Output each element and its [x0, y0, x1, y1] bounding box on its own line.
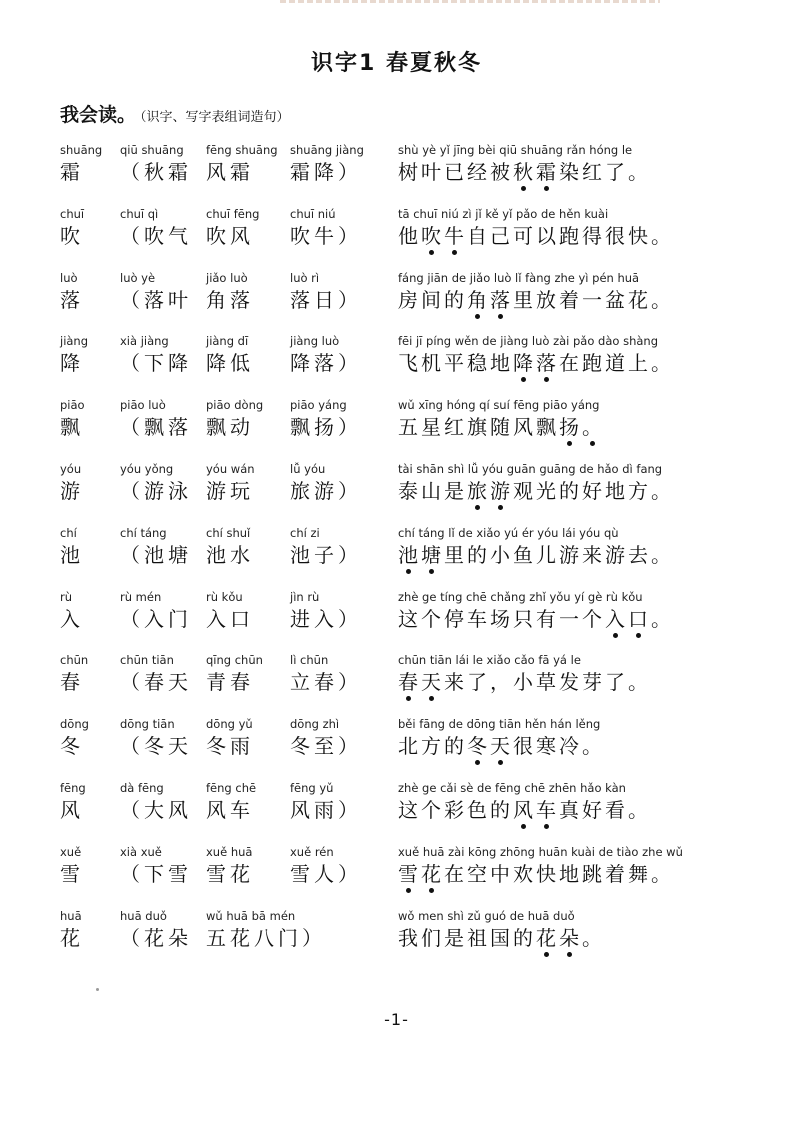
example-sentence [398, 461, 674, 504]
target-character-hanzi: 吹 [60, 223, 84, 248]
emphasis-dot [429, 569, 434, 574]
sentence-hanzi: 五星红旗随风飘扬。 [398, 415, 605, 440]
section-heading [60, 100, 290, 127]
word-2 [206, 908, 326, 951]
page-title: 识字1 春夏秋冬 [311, 51, 482, 76]
word-2-hanzi: 雪花 [206, 861, 254, 886]
word-2-pinyin: wǔ huā bā mén [206, 908, 296, 923]
example-sentence [398, 908, 605, 951]
section-heading-text: 我会读。 [60, 104, 137, 126]
word-2-hanzi: 青春 [206, 670, 254, 695]
sentence-pinyin: fáng jiān de jiǎo luò lǐ fàng zhe yì pén huā [398, 270, 640, 285]
target-character [60, 780, 86, 823]
sentence-cell [398, 589, 674, 632]
target-character [60, 652, 88, 695]
word-3-pinyin: chí zi [290, 525, 320, 540]
word-3-pinyin: lì chūn [290, 653, 329, 668]
word-3 [290, 652, 362, 695]
sentence-hanzi: 这个彩色的风车真好看。 [398, 797, 651, 822]
sentence-hanzi: 春天来了，小草发芽了。 [398, 670, 651, 695]
emphasis-dot [544, 952, 549, 957]
word-1-pinyin: yóu yǒng [120, 461, 174, 476]
example-sentence [398, 652, 651, 695]
word-2-hanzi: 风霜 [206, 160, 254, 184]
sentence-cell [398, 397, 605, 440]
word-3-hanzi: 风雨） [290, 797, 362, 822]
sentence-cell [398, 844, 683, 887]
word-1-hanzi: （大风 [120, 797, 192, 822]
emphasis-dot [521, 186, 526, 191]
word-2-hanzi: 入口 [206, 606, 254, 631]
sentence-cell [398, 716, 605, 759]
word-1-pinyin: piāo luò [120, 398, 166, 413]
sentence-hanzi: 飞机平稳地降落在跑道上。 [398, 351, 674, 376]
scan-speck [96, 988, 99, 991]
word-1-hanzi: （下雪 [120, 861, 192, 886]
example-sentence [398, 844, 683, 887]
vocab-row [0, 780, 793, 844]
sentence-pinyin: chūn tiān lái le xiǎo cǎo fā yá le [398, 653, 581, 668]
target-character-hanzi: 风 [60, 797, 84, 822]
word-3 [290, 333, 362, 376]
target-character-hanzi: 雪 [60, 861, 84, 886]
word-3-hanzi: 冬至） [290, 734, 362, 759]
target-character [60, 908, 84, 951]
emphasis-dot [498, 505, 503, 510]
emphasis-dot [475, 314, 480, 319]
word-3 [290, 461, 362, 504]
word-2-pinyin: yóu wán [206, 461, 255, 476]
emphasis-dot [544, 824, 549, 829]
word-3-hanzi: 雪人） [290, 861, 362, 886]
word-3-pinyin: dōng zhì [290, 717, 340, 732]
target-character [60, 142, 102, 185]
sentence-cell [398, 908, 605, 951]
word-1 [120, 908, 192, 951]
word-2 [206, 206, 259, 249]
target-character-pinyin: piāo [60, 398, 85, 413]
example-sentence [398, 525, 674, 568]
word-2-hanzi: 风车 [206, 797, 254, 822]
word-3-pinyin: shuāng jiàng [290, 143, 364, 157]
word-1-pinyin: qiū shuāng [120, 143, 184, 157]
sentence-pinyin: chí táng lǐ de xiǎo yú ér yóu lái yóu qù [398, 525, 619, 540]
emphasis-dot [544, 377, 549, 382]
word-1 [120, 716, 192, 759]
emphasis-dot [406, 696, 411, 701]
sentence-pinyin: běi fāng de dōng tiān hěn hán lěng [398, 717, 601, 732]
sentence-cell [398, 206, 674, 249]
sentence-cell [398, 270, 674, 313]
sentence-cell [398, 333, 674, 376]
word-3 [290, 270, 362, 313]
target-character-pinyin: chí [60, 525, 77, 540]
word-1-pinyin: chūn tiān [120, 653, 174, 668]
target-character [60, 206, 84, 249]
word-1 [120, 333, 192, 376]
emphasis-dot [544, 186, 549, 191]
target-character [60, 525, 84, 568]
vocab-row [0, 908, 793, 972]
word-2-pinyin: jiàng dī [206, 334, 249, 349]
word-1 [120, 206, 192, 249]
emphasis-dot [429, 888, 434, 893]
example-sentence [398, 589, 674, 632]
vocab-row [0, 589, 793, 653]
target-character-hanzi: 花 [60, 925, 84, 950]
sentence-pinyin: fēi jī píng wěn de jiàng luò zài pǎo dào shàng [398, 334, 658, 349]
sentence-hanzi: 我们是祖国的花朵。 [398, 925, 605, 950]
word-1 [120, 589, 192, 632]
vocab-row [0, 525, 793, 589]
word-1-pinyin: dà fēng [120, 780, 164, 795]
target-character-hanzi: 霜 [60, 160, 84, 184]
example-sentence [398, 716, 605, 759]
word-2-pinyin: fēng shuāng [206, 143, 278, 157]
sentence-pinyin: xuě huā zài kōng zhōng huān kuài de tiào zhe wǔ [398, 844, 683, 859]
vocab-row [0, 461, 793, 525]
emphasis-dot [567, 952, 572, 957]
target-character-hanzi: 池 [60, 542, 84, 567]
vocab-row [0, 844, 793, 908]
sentence-hanzi: 雪花在空中欢快地跳着舞。 [398, 861, 674, 886]
emphasis-dot [613, 633, 618, 638]
word-1-hanzi: （落叶 [120, 287, 192, 312]
sentence-cell [398, 142, 651, 185]
sentence-hanzi: 他吹牛自己可以跑得很快。 [398, 223, 674, 248]
vocab-row [0, 333, 793, 397]
emphasis-dot [429, 250, 434, 255]
vocab-row [0, 142, 793, 206]
target-character [60, 333, 88, 376]
word-2-pinyin: chuī fēng [206, 206, 260, 221]
section-subtitle: （识字、写字表组词造句） [140, 110, 290, 125]
word-2 [206, 270, 254, 313]
word-1 [120, 652, 192, 695]
word-1-pinyin: huā duǒ [120, 908, 167, 923]
word-2-pinyin: qīng chūn [206, 653, 263, 668]
word-1 [120, 780, 192, 823]
sentence-hanzi: 房间的角落里放着一盆花。 [398, 287, 674, 312]
emphasis-dot [521, 824, 526, 829]
target-character-hanzi: 游 [60, 478, 84, 503]
emphasis-dot [406, 888, 411, 893]
page-number: -1- [384, 1010, 409, 1029]
word-3-pinyin: chuī niú [290, 206, 336, 221]
word-3-pinyin: jìn rù [290, 589, 320, 604]
emphasis-dot [567, 441, 572, 446]
word-1 [120, 397, 192, 440]
word-2 [206, 716, 254, 759]
word-1-pinyin: xià xuě [120, 844, 162, 859]
example-sentence [398, 270, 674, 313]
sentence-pinyin: wǒ men shì zǔ guó de huā duǒ [398, 908, 575, 923]
target-character [60, 589, 84, 632]
word-3-hanzi: 飘扬） [290, 415, 362, 440]
word-1-hanzi: （花朵 [120, 925, 192, 950]
word-3-hanzi: 旅游） [290, 478, 362, 503]
target-character [60, 461, 84, 504]
emphasis-dot [521, 377, 526, 382]
word-3 [290, 525, 362, 568]
word-1-pinyin: dōng tiān [120, 717, 175, 732]
target-character-hanzi: 冬 [60, 734, 84, 759]
emphasis-dot [498, 314, 503, 319]
sentence-hanzi: 池塘里的小鱼儿游来游去。 [398, 542, 674, 567]
word-1-hanzi: （池塘 [120, 542, 192, 567]
sentence-cell [398, 461, 674, 504]
target-character [60, 397, 85, 440]
word-3-hanzi: 吹牛） [290, 223, 362, 248]
word-3-pinyin: fēng yǔ [290, 780, 334, 795]
word-2 [206, 652, 263, 695]
target-character-hanzi: 降 [60, 351, 84, 376]
word-3-pinyin: piāo yáng [290, 398, 347, 413]
target-character-pinyin: fēng [60, 780, 86, 795]
word-1-hanzi: （吹气 [120, 223, 192, 248]
word-2 [206, 397, 263, 440]
word-1-hanzi: （飘落 [120, 415, 192, 440]
word-2 [206, 525, 254, 568]
word-3 [290, 780, 362, 823]
word-3-hanzi: 立春） [290, 670, 362, 695]
word-2-hanzi: 冬雨 [206, 734, 254, 759]
target-character-pinyin: chuī [60, 206, 85, 221]
word-2 [206, 780, 256, 823]
target-character-hanzi: 入 [60, 606, 84, 631]
word-2-hanzi: 降低 [206, 351, 254, 376]
word-1-hanzi: （下降 [120, 351, 192, 376]
word-1-hanzi: （秋霜 [120, 160, 192, 184]
word-1 [120, 525, 192, 568]
word-2-pinyin: dōng yǔ [206, 717, 253, 732]
emphasis-dot [452, 250, 457, 255]
emphasis-dot [406, 569, 411, 574]
target-character-pinyin: luò [60, 270, 78, 285]
word-3 [290, 716, 362, 759]
sentence-pinyin: tā chuī niú zì jǐ kě yǐ pǎo de hěn kuài [398, 206, 609, 221]
word-1-pinyin: chí táng [120, 525, 167, 540]
target-character-pinyin: chūn [60, 653, 89, 668]
word-1 [120, 270, 192, 313]
vocabulary-list [0, 142, 793, 971]
sentence-pinyin: zhè ge tíng chē chǎng zhǐ yǒu yí gè rù kǒu [398, 589, 643, 604]
sentence-pinyin: shù yè yǐ jīng bèi qiū shuāng rǎn hóng le [398, 143, 633, 157]
sentence-cell [398, 780, 651, 823]
sentence-hanzi: 泰山是旅游观光的好地方。 [398, 478, 674, 503]
word-1 [120, 142, 192, 185]
word-3 [290, 206, 362, 249]
word-2 [206, 461, 255, 504]
word-1-hanzi: （游泳 [120, 478, 192, 503]
vocab-row [0, 397, 793, 461]
word-3-hanzi: 池子） [290, 542, 362, 567]
word-2 [206, 333, 254, 376]
vocab-row [0, 270, 793, 334]
sentence-hanzi: 这个停车场只有一个入口。 [398, 606, 674, 631]
word-2-pinyin: chí shuǐ [206, 525, 251, 540]
emphasis-dot [475, 760, 480, 765]
word-3-pinyin: luò rì [290, 270, 320, 285]
word-1-hanzi: （冬天 [120, 734, 192, 759]
word-2-pinyin: rù kǒu [206, 589, 243, 604]
word-3-hanzi: 降落） [290, 351, 362, 376]
vocab-row [0, 206, 793, 270]
target-character-pinyin: shuāng [60, 143, 103, 157]
sentence-hanzi: 树叶已经被秋霜染红了。 [398, 160, 651, 184]
emphasis-dot [475, 505, 480, 510]
emphasis-dot [429, 696, 434, 701]
word-3-pinyin: lǚ yóu [290, 461, 326, 476]
word-1 [120, 844, 192, 887]
example-sentence [398, 780, 651, 823]
word-1-hanzi: （入门 [120, 606, 192, 631]
word-3-hanzi: 进入） [290, 606, 362, 631]
target-character-pinyin: jiàng [60, 334, 89, 349]
word-2-hanzi: 飘动 [206, 415, 254, 440]
word-2-pinyin: jiǎo luò [206, 270, 248, 285]
sentence-cell [398, 652, 651, 695]
example-sentence [398, 206, 674, 249]
word-1-pinyin: chuī qì [120, 206, 159, 221]
word-2-pinyin: piāo dòng [206, 398, 264, 413]
word-3-hanzi: 落日） [290, 287, 362, 312]
example-sentence [398, 142, 651, 185]
sentence-pinyin: wǔ xīng hóng qí suí fēng piāo yáng [398, 398, 600, 413]
target-character [60, 716, 89, 759]
word-1 [120, 461, 192, 504]
word-2 [206, 142, 278, 185]
example-sentence [398, 333, 674, 376]
emphasis-dot [590, 441, 595, 446]
word-3-pinyin: xuě rén [290, 844, 334, 859]
target-character-hanzi: 落 [60, 287, 84, 312]
word-2-hanzi: 五花八门） [206, 925, 326, 950]
top-scan-line [280, 0, 660, 3]
word-2-hanzi: 池水 [206, 542, 254, 567]
target-character-pinyin: yóu [60, 461, 82, 476]
word-1-pinyin: xià jiàng [120, 334, 169, 349]
target-character [60, 844, 84, 887]
word-2-hanzi: 吹风 [206, 223, 254, 248]
word-1-pinyin: luò yè [120, 270, 156, 285]
word-3 [290, 589, 362, 632]
example-sentence [398, 397, 605, 440]
word-2-pinyin: fēng chē [206, 780, 257, 795]
sentence-pinyin: zhè ge cǎi sè de fēng chē zhēn hǎo kàn [398, 780, 626, 795]
target-character-pinyin: dōng [60, 717, 89, 732]
emphasis-dot [636, 633, 641, 638]
word-2 [206, 589, 254, 632]
word-2-pinyin: xuě huā [206, 844, 253, 859]
word-3 [290, 142, 364, 185]
target-character-pinyin: rù [60, 589, 73, 604]
word-1-hanzi: （春天 [120, 670, 192, 695]
sentence-pinyin: tài shān shì lǚ yóu guān guāng de hǎo dì fang [398, 461, 663, 476]
target-character-pinyin: xuě [60, 844, 82, 859]
sentence-hanzi: 北方的冬天很寒冷。 [398, 734, 605, 759]
word-3-hanzi: 霜降） [290, 160, 362, 184]
target-character-hanzi: 飘 [60, 415, 84, 440]
word-3 [290, 397, 362, 440]
emphasis-dot [498, 760, 503, 765]
word-2-hanzi: 角落 [206, 287, 254, 312]
word-3-pinyin: jiàng luò [290, 334, 340, 349]
vocab-row [0, 652, 793, 716]
target-character-pinyin: huā [60, 908, 82, 923]
vocab-row [0, 716, 793, 780]
sentence-cell [398, 525, 674, 568]
word-3 [290, 844, 362, 887]
target-character-hanzi: 春 [60, 670, 84, 695]
target-character [60, 270, 84, 313]
word-2 [206, 844, 254, 887]
word-2-hanzi: 游玩 [206, 478, 254, 503]
word-1-pinyin: rù mén [120, 589, 162, 604]
